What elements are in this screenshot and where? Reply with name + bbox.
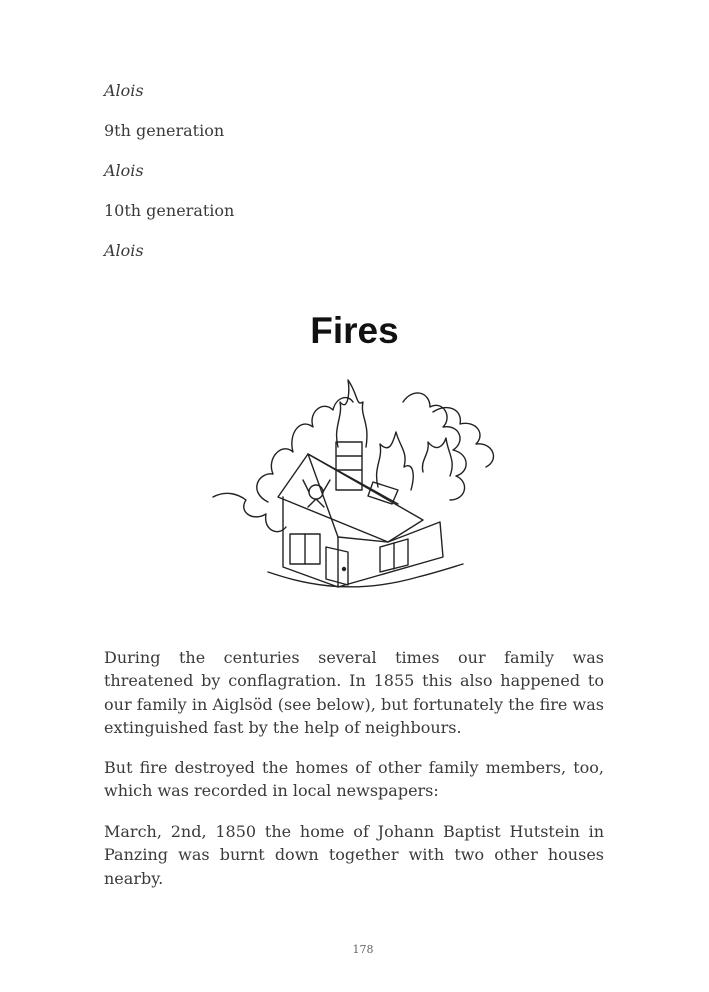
person-head [309,485,323,499]
body-paragraph: March, 2nd, 1850 the home of Johann Baptist Hutstein in Panzing was burnt down together with two other houses nearby. [104,822,604,888]
flame-chimney [337,380,367,447]
page-number: 178 [352,943,374,956]
genealogy-name: Alois [104,241,144,260]
house-roof [278,454,423,542]
smoke-cloud-left [257,398,353,502]
flame-right-side [422,438,452,476]
body-paragraph: During the centuries several times our family was threatened by conflagration. In 1855 this also happened to our family in Aiglsöd (see below), but fortunately the fire was extinguished fast by the help of neighbours. [104,648,604,737]
house-door [326,547,348,585]
section-heading: Fires [310,310,399,351]
genealogy-name: Alois [104,81,144,100]
house-front-wall [283,454,338,587]
smoke-cloud-right-top [433,408,493,467]
generation-label: 9th generation [104,121,225,140]
flame-roof [377,432,414,490]
roof-window [368,482,398,504]
burning-house-illustration [208,372,508,602]
house-side-wall [338,522,443,587]
ground-line [268,564,463,587]
body-paragraph: But fire destroyed the homes of other family members, too, which was recorded in local newspapers: [104,758,604,801]
genealogy-name: Alois [104,161,144,180]
generation-label: 10th generation [104,201,235,220]
smoke-cloud-left-lower [213,493,286,531]
